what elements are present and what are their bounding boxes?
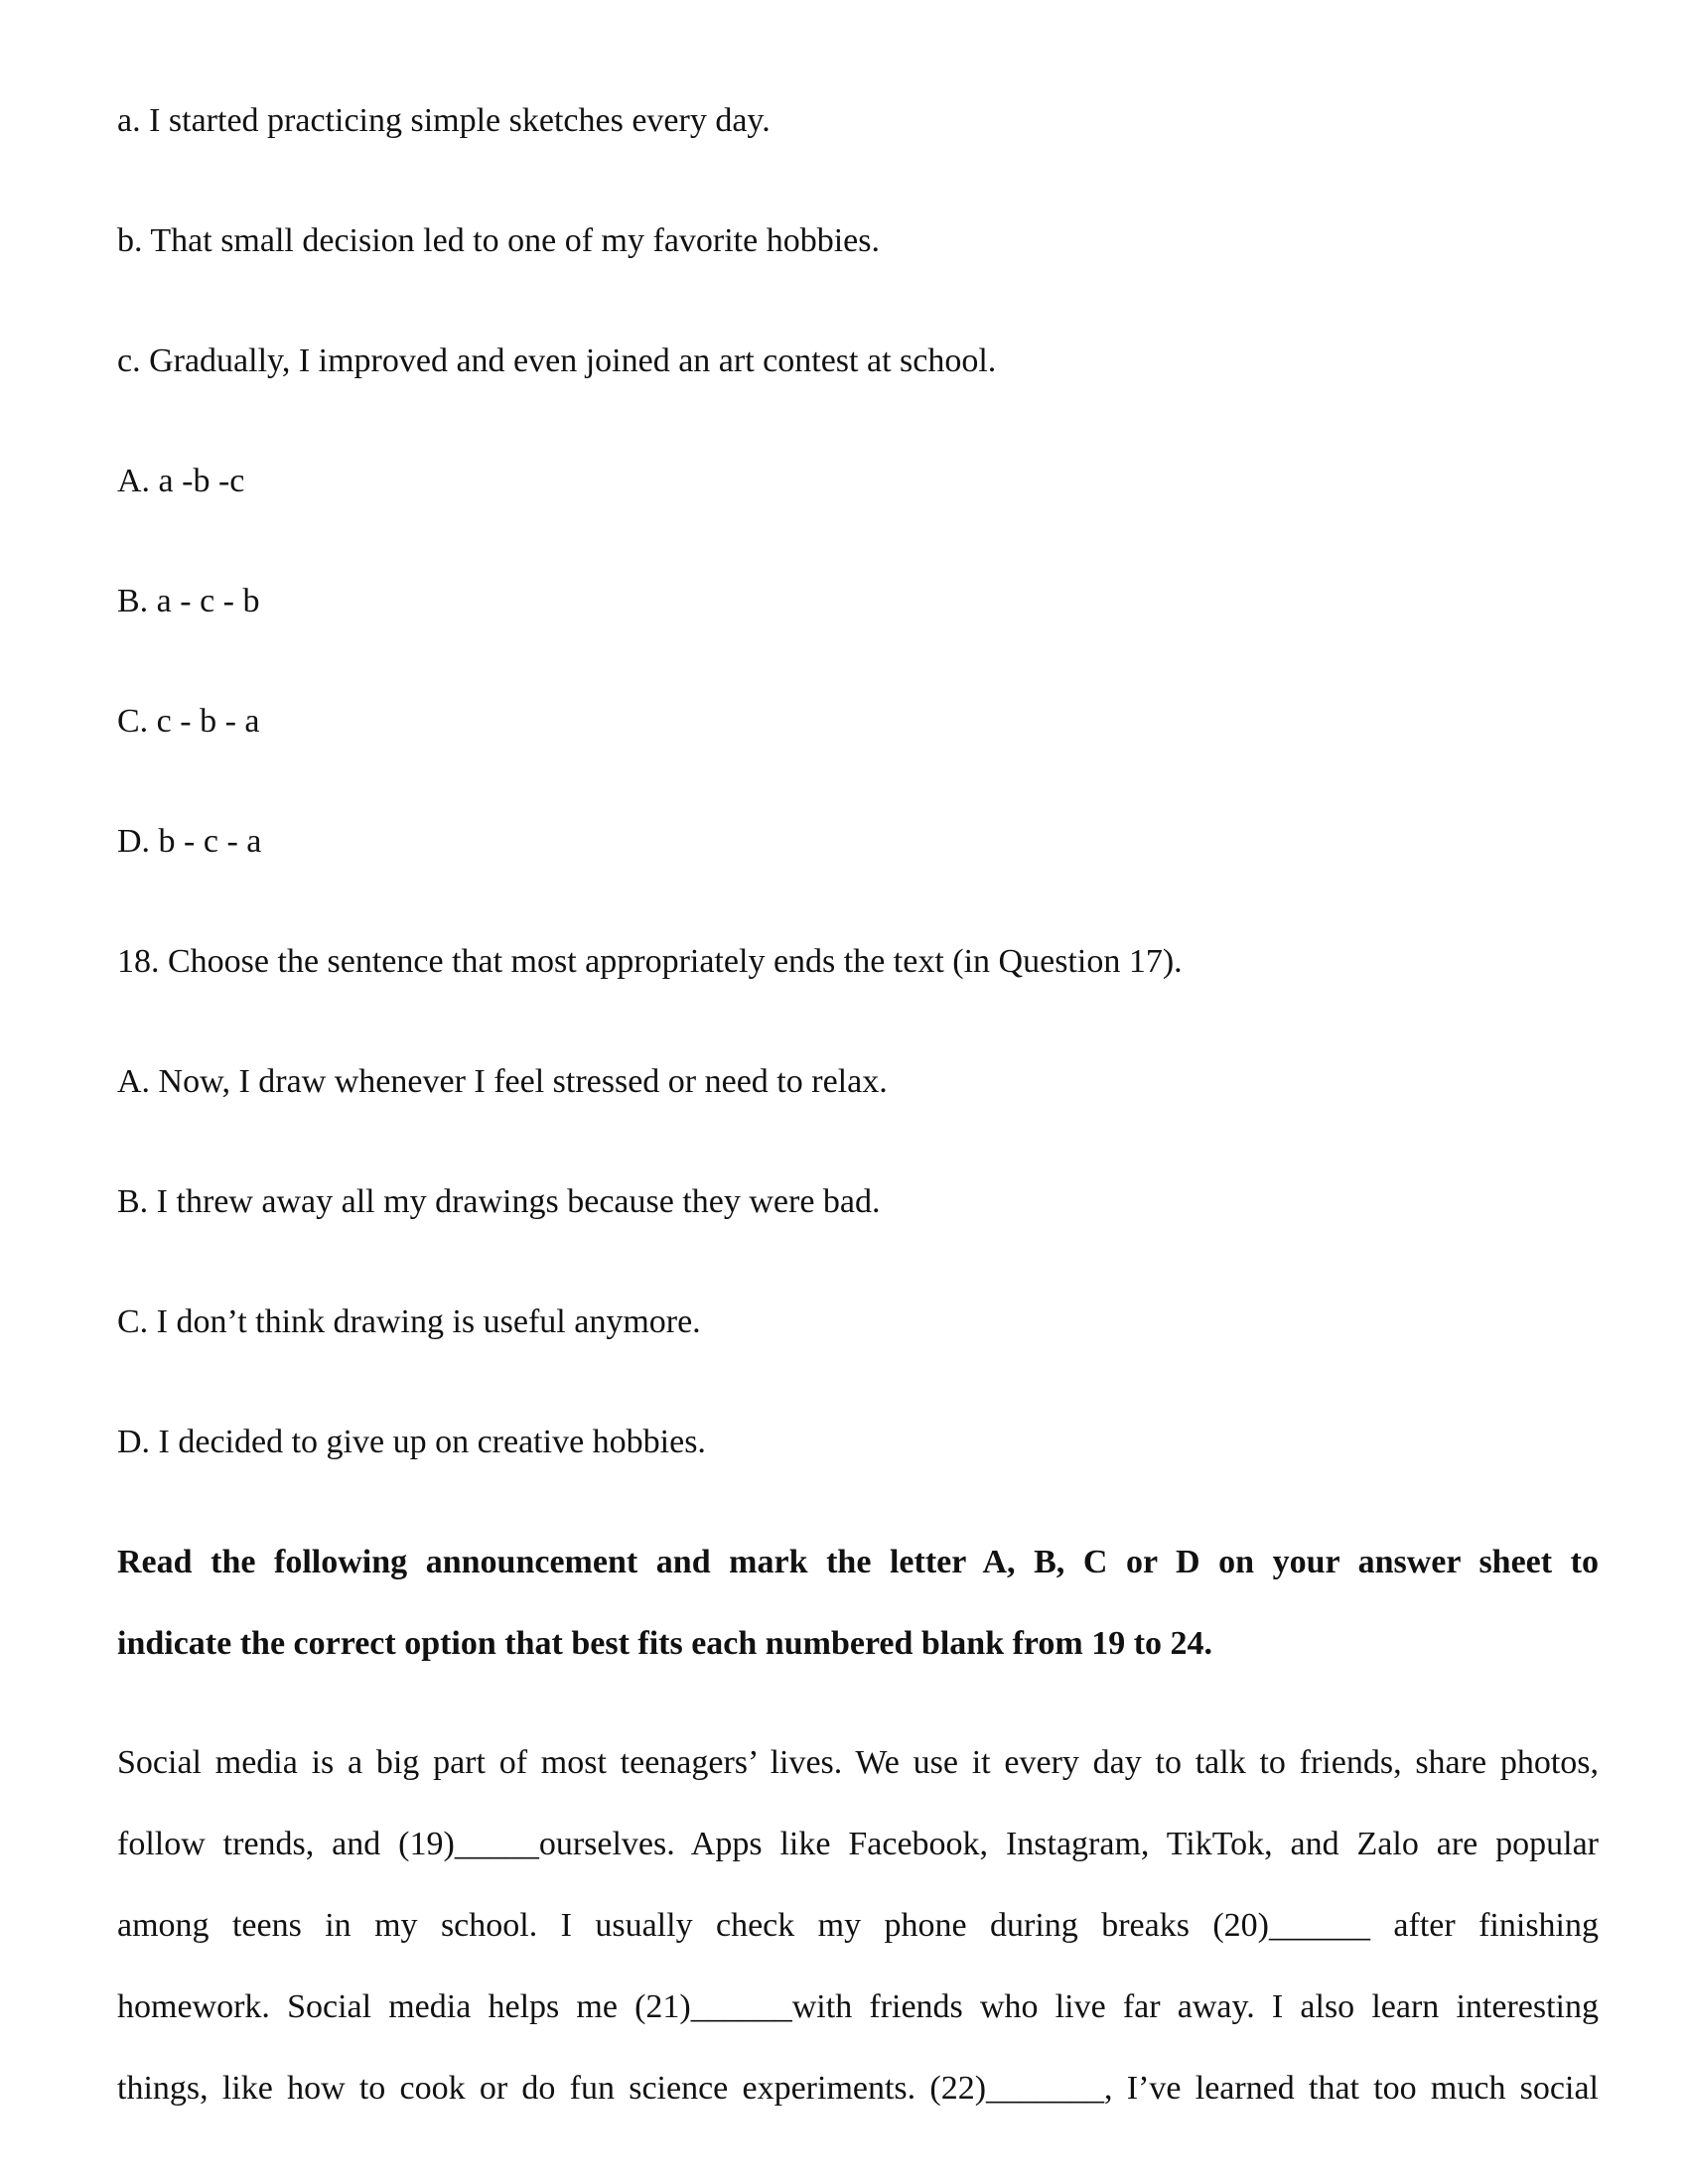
- passage-line-5: things, like how to cook or do fun science experiments. (22)_______, I’ve learned that too much social: [117, 2070, 1599, 2107]
- q17-item-b: b. That small decision led to one of my favorite hobbies.: [117, 222, 880, 259]
- q18-option-d: D. I decided to give up on creative hobbies.: [117, 1424, 706, 1460]
- q17-option-d: D. b - c - a: [117, 823, 262, 860]
- passage-line-4: homework. Social media helps me (21)______with friends who live far away. I also learn interesting: [117, 1988, 1599, 2025]
- q17-item-a: a. I started practicing simple sketches every day.: [117, 102, 771, 139]
- instruction-line-2: indicate the correct option that best fits each numbered blank from 19 to 24.: [117, 1625, 1213, 1662]
- q17-option-b: B. a - c - b: [117, 583, 260, 619]
- q18-option-c: C. I don’t think drawing is useful anymore.: [117, 1303, 701, 1340]
- passage-line-3: among teens in my school. I usually check my phone during breaks (20)______ after finishing: [117, 1907, 1599, 1944]
- q18-question: 18. Choose the sentence that most appropriately ends the text (in Question 17).: [117, 943, 1183, 980]
- passage-line-2: follow trends, and (19)_____ourselves. Apps like Facebook, Instagram, TikTok, and Zalo are popular: [117, 1826, 1599, 1862]
- q18-option-a: A. Now, I draw whenever I feel stressed or need to relax.: [117, 1063, 888, 1100]
- passage-line-1: Social media is a big part of most teenagers’ lives. We use it every day to talk to friends, share photos,: [117, 1744, 1599, 1781]
- q18-option-b: B. I threw away all my drawings because they were bad.: [117, 1183, 881, 1220]
- instruction-line-1-text: Read the following announcement and mark the letter A, B, C or D on your answer sheet to: [117, 1544, 1599, 1580]
- q17-option-a: A. a -b -c: [117, 463, 245, 499]
- q17-option-c: C. c - b - a: [117, 703, 260, 740]
- q17-item-c: c. Gradually, I improved and even joined an art contest at school.: [117, 342, 997, 379]
- instruction-line-1: [117, 1543, 1599, 1582]
